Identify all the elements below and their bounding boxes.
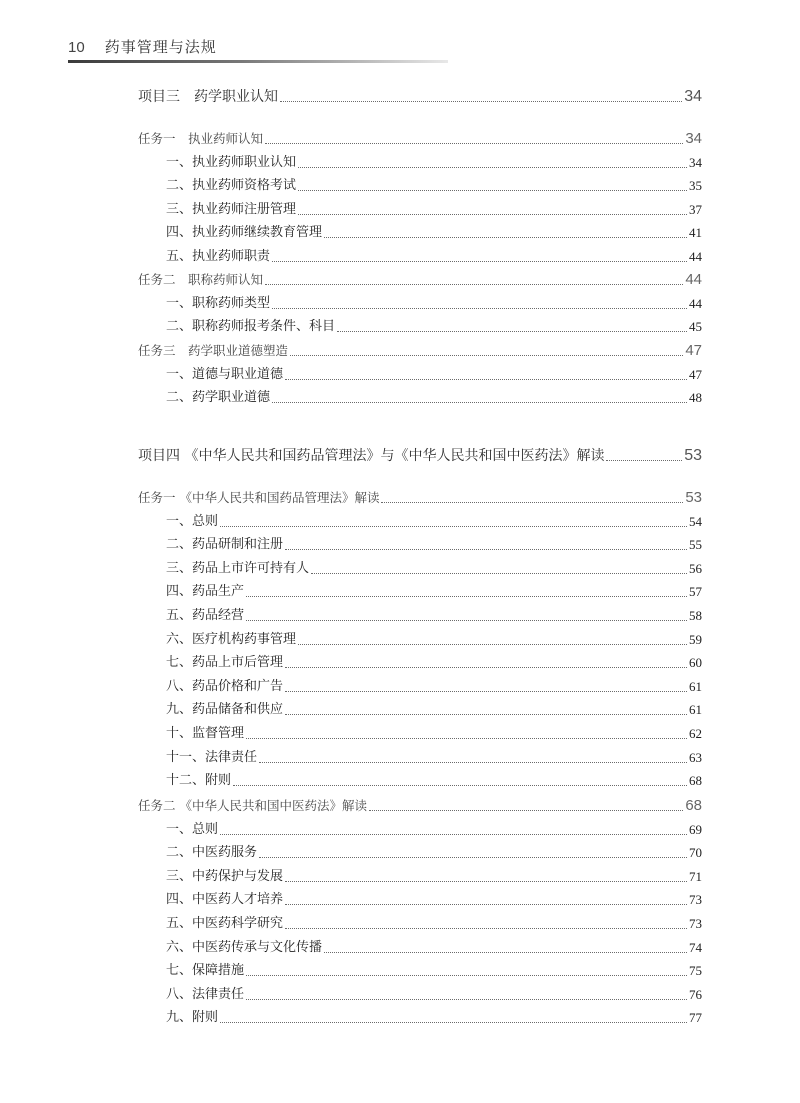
toc-entry-page: 73 bbox=[689, 892, 702, 907]
toc-entry-page: 76 bbox=[689, 987, 702, 1002]
dot-leader bbox=[272, 402, 687, 403]
dot-leader bbox=[298, 190, 687, 191]
dot-leader bbox=[265, 284, 683, 285]
task-heading-page: 53 bbox=[685, 489, 702, 506]
toc-entry-page: 69 bbox=[689, 822, 702, 837]
toc-entry bbox=[166, 604, 702, 626]
toc-entry-page: 48 bbox=[689, 390, 702, 405]
task-heading-title: 任务二 《中华人民共和国中医药法》解读 bbox=[138, 798, 367, 813]
dot-leader bbox=[337, 331, 687, 332]
toc-entry bbox=[166, 198, 702, 220]
toc-entry-title: 六、中医药传承与文化传播 bbox=[166, 940, 323, 955]
dot-leader bbox=[369, 810, 683, 811]
dot-leader bbox=[280, 101, 682, 102]
project-heading-page: 34 bbox=[684, 88, 702, 105]
dot-leader bbox=[246, 596, 687, 597]
toc-entry-page: 68 bbox=[689, 773, 702, 788]
toc-entry-page: 44 bbox=[689, 249, 702, 264]
toc-entry-page: 61 bbox=[689, 702, 702, 717]
toc-entry-page: 55 bbox=[689, 537, 702, 552]
toc-entry-page: 41 bbox=[689, 225, 702, 240]
toc-entry-title: 一、职称药师类型 bbox=[166, 296, 271, 311]
toc-entry-title: 十、监督管理 bbox=[166, 726, 245, 741]
toc-entry-title: 六、医疗机构药事管理 bbox=[166, 632, 297, 647]
dot-leader bbox=[324, 237, 687, 238]
project-heading bbox=[138, 444, 702, 466]
toc-entry bbox=[166, 769, 702, 791]
toc-entry-title: 五、中医药科学研究 bbox=[166, 916, 284, 931]
toc-entry-title: 三、中药保护与发展 bbox=[166, 869, 284, 884]
toc-entry-page: 73 bbox=[689, 916, 702, 931]
header-rule bbox=[68, 60, 448, 63]
toc-entry-title: 二、职称药师报考条件、科目 bbox=[166, 319, 336, 334]
toc-entry-title: 二、药学职业道德 bbox=[166, 390, 271, 405]
dot-leader bbox=[285, 667, 687, 668]
toc-entry bbox=[166, 292, 702, 314]
project-heading bbox=[138, 85, 702, 107]
toc-entry-page: 34 bbox=[689, 155, 702, 170]
toc-entry-page: 57 bbox=[689, 584, 702, 599]
toc-entry-title: 一、总则 bbox=[166, 514, 219, 529]
task-heading bbox=[138, 268, 702, 290]
toc-entry-page: 75 bbox=[689, 963, 702, 978]
toc-entry bbox=[166, 936, 702, 958]
toc-entry-title: 七、药品上市后管理 bbox=[166, 655, 284, 670]
toc-entry bbox=[166, 174, 702, 196]
toc-entry-page: 77 bbox=[689, 1010, 702, 1025]
dot-leader bbox=[246, 620, 687, 621]
dot-leader bbox=[233, 785, 687, 786]
dot-leader bbox=[285, 714, 687, 715]
toc-entry-page: 59 bbox=[689, 632, 702, 647]
dot-leader bbox=[220, 526, 687, 527]
toc-entry bbox=[166, 533, 702, 555]
toc-entry-title: 九、附则 bbox=[166, 1010, 219, 1025]
toc-entry-title: 四、药品生产 bbox=[166, 584, 245, 599]
task-heading-page: 44 bbox=[685, 271, 702, 288]
toc-entry bbox=[166, 698, 702, 720]
toc-entry-page: 45 bbox=[689, 319, 702, 334]
task-heading-page: 47 bbox=[685, 342, 702, 359]
toc-entry-page: 37 bbox=[689, 202, 702, 217]
project-heading-page: 53 bbox=[684, 447, 702, 464]
toc-entry-page: 61 bbox=[689, 679, 702, 694]
dot-leader bbox=[220, 834, 687, 835]
dot-leader bbox=[246, 975, 687, 976]
task-heading bbox=[138, 127, 702, 149]
toc-entry-title: 四、执业药师继续教育管理 bbox=[166, 225, 323, 240]
task-heading bbox=[138, 486, 702, 508]
toc-entry bbox=[166, 651, 702, 673]
toc-entry bbox=[166, 675, 702, 697]
dot-leader bbox=[285, 549, 687, 550]
toc-entry bbox=[166, 959, 702, 981]
toc-entry-title: 二、中医药服务 bbox=[166, 845, 258, 860]
toc-entry bbox=[166, 912, 702, 934]
toc-entry-title: 七、保障措施 bbox=[166, 963, 245, 978]
toc-entry-title: 三、执业药师注册管理 bbox=[166, 202, 297, 217]
task-heading-title: 任务三 药学职业道德塑造 bbox=[138, 343, 289, 358]
task-heading-title: 任务一 执业药师认知 bbox=[138, 131, 264, 146]
dot-leader bbox=[298, 214, 687, 215]
dot-leader bbox=[285, 928, 687, 929]
toc-entry-title: 一、执业药师职业认知 bbox=[166, 155, 297, 170]
dot-leader bbox=[606, 460, 682, 461]
toc-entry bbox=[166, 818, 702, 840]
toc-entry bbox=[166, 983, 702, 1005]
toc-entry-page: 47 bbox=[689, 367, 702, 382]
dot-leader bbox=[246, 999, 687, 1000]
dot-leader bbox=[311, 573, 687, 574]
dot-leader bbox=[285, 379, 687, 380]
dot-leader bbox=[290, 355, 683, 356]
toc-entry bbox=[166, 315, 702, 337]
toc-entry bbox=[166, 1006, 702, 1028]
toc-entry-page: 70 bbox=[689, 845, 702, 860]
dot-leader bbox=[298, 644, 687, 645]
toc-entry-title: 五、执业药师职责 bbox=[166, 249, 271, 264]
toc-entry-page: 35 bbox=[689, 178, 702, 193]
dot-leader bbox=[220, 1022, 687, 1023]
toc-entry-title: 八、法律责任 bbox=[166, 987, 245, 1002]
toc-entry-page: 74 bbox=[689, 940, 702, 955]
book-title: 药事管理与法规 bbox=[104, 38, 217, 56]
toc-entry-title: 一、道德与职业道德 bbox=[166, 367, 284, 382]
toc-entry bbox=[166, 151, 702, 173]
task-heading-page: 68 bbox=[685, 797, 702, 814]
toc-entry bbox=[166, 628, 702, 650]
toc-entry-page: 63 bbox=[689, 750, 702, 765]
dot-leader bbox=[272, 308, 687, 309]
toc-entry bbox=[166, 722, 702, 744]
task-heading-title: 任务一 《中华人民共和国药品管理法》解读 bbox=[138, 490, 380, 505]
toc-entry bbox=[166, 865, 702, 887]
toc-entry-title: 五、药品经营 bbox=[166, 608, 245, 623]
dot-leader bbox=[324, 952, 687, 953]
dot-leader bbox=[259, 857, 687, 858]
dot-leader bbox=[259, 762, 687, 763]
dot-leader bbox=[298, 167, 687, 168]
toc-entry-page: 58 bbox=[689, 608, 702, 623]
task-heading-page: 34 bbox=[685, 130, 702, 147]
toc-entry-page: 60 bbox=[689, 655, 702, 670]
dot-leader bbox=[285, 691, 687, 692]
toc-entry-page: 54 bbox=[689, 514, 702, 529]
toc-entry-page: 56 bbox=[689, 561, 702, 576]
toc-entry-title: 一、总则 bbox=[166, 822, 219, 837]
toc-entry bbox=[166, 746, 702, 768]
task-heading-title: 任务二 职称药师认知 bbox=[138, 272, 264, 287]
toc-entry-title: 四、中医药人才培养 bbox=[166, 892, 284, 907]
toc-entry bbox=[166, 580, 702, 602]
toc-entry bbox=[166, 557, 702, 579]
toc-entry bbox=[166, 221, 702, 243]
toc-entry bbox=[166, 363, 702, 385]
dot-leader bbox=[381, 502, 683, 503]
toc-entry bbox=[166, 386, 702, 408]
dot-leader bbox=[246, 738, 687, 739]
dot-leader bbox=[285, 881, 687, 882]
toc-entry-title: 八、药品价格和广告 bbox=[166, 679, 284, 694]
toc-entry-title: 二、药品研制和注册 bbox=[166, 537, 284, 552]
task-heading bbox=[138, 339, 702, 361]
project-heading-title: 项目三 药学职业认知 bbox=[138, 89, 278, 105]
dot-leader bbox=[272, 261, 687, 262]
dot-leader bbox=[265, 143, 683, 144]
project-heading-title: 项目四 《中华人民共和国药品管理法》与《中华人民共和国中医药法》解读 bbox=[138, 448, 605, 464]
toc-entry-title: 二、执业药师资格考试 bbox=[166, 178, 297, 193]
toc-entry-page: 71 bbox=[689, 869, 702, 884]
page-number: 10 bbox=[68, 39, 85, 56]
toc-entry-title: 九、药品储备和供应 bbox=[166, 702, 284, 717]
toc-entry-page: 62 bbox=[689, 726, 702, 741]
toc-entry-title: 十一、法律责任 bbox=[166, 750, 258, 765]
toc-entry bbox=[166, 888, 702, 910]
toc-entry bbox=[166, 841, 702, 863]
task-heading bbox=[138, 794, 702, 816]
toc-entry bbox=[166, 245, 702, 267]
toc-entry bbox=[166, 510, 702, 532]
running-header bbox=[68, 36, 217, 56]
toc-entry-page: 44 bbox=[689, 296, 702, 311]
toc-entry-title: 十二、附则 bbox=[166, 773, 232, 788]
dot-leader bbox=[285, 904, 687, 905]
toc-entry-title: 三、药品上市许可持有人 bbox=[166, 561, 310, 576]
